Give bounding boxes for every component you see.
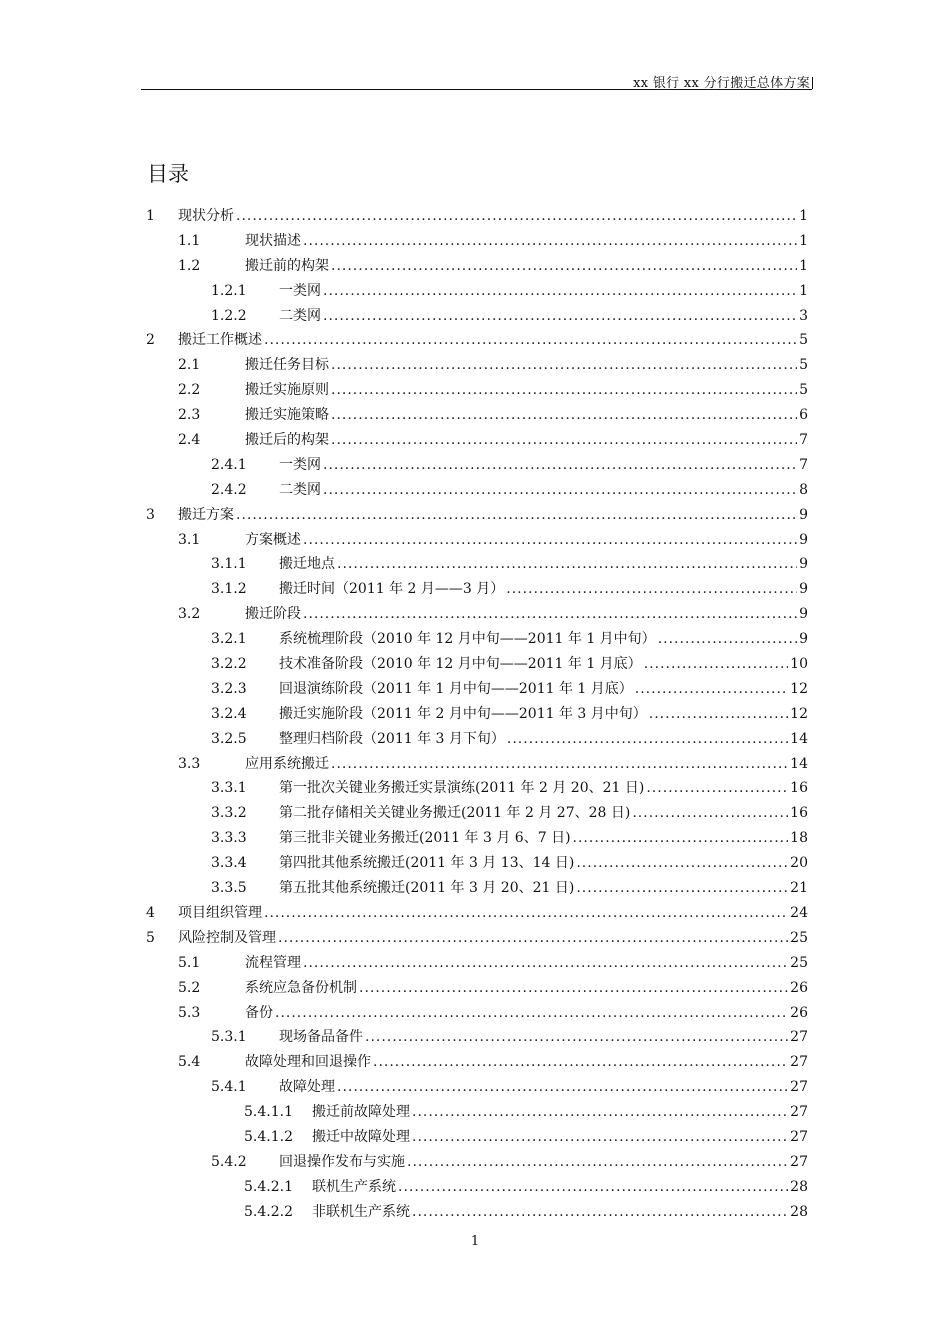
- toc-entry[interactable]: [146, 677, 808, 702]
- toc-entry[interactable]: [146, 602, 808, 627]
- toc-entry-number: 2.4.1: [211, 456, 247, 473]
- toc-dot-leader: [506, 577, 797, 602]
- toc-entry-title: 回退演练阶段（2011 年 1 月中旬——2011 年 1 月底）: [279, 680, 633, 697]
- toc-dot-leader: [323, 304, 797, 329]
- toc-entry-title: 第四批其他系统搬迁(2011 年 3 月 13、14 日): [279, 855, 575, 872]
- toc-entry-number: 5.4.1.1: [244, 1104, 293, 1121]
- toc-entry[interactable]: [146, 951, 808, 976]
- toc-entry[interactable]: [146, 1075, 808, 1100]
- toc-entry-title: 现状描述: [245, 232, 301, 249]
- toc-entry-title: 方案概述: [245, 531, 301, 548]
- toc-dot-leader: [337, 1075, 788, 1100]
- toc-entry[interactable]: [146, 1150, 808, 1175]
- toc-entry-page: 6: [799, 407, 808, 424]
- toc-entry-title: 搬迁中故障处理: [312, 1128, 410, 1145]
- toc-entry-title: 第一批次关键业务搬迁实景演练(2011 年 2 月 20、21 日): [279, 780, 645, 797]
- toc-entry-page: 27: [790, 1054, 808, 1071]
- toc-entry-number: 5: [146, 929, 155, 946]
- toc-entry-page: 10: [790, 656, 808, 673]
- toc-entry-page: 25: [790, 954, 808, 971]
- toc-entry-number: 3.2.3: [211, 680, 247, 697]
- toc-entry-number: 3.1: [178, 531, 201, 548]
- toc-entry-page: 3: [799, 307, 808, 324]
- toc-dot-leader: [323, 279, 797, 304]
- toc-entry-page: 5: [799, 332, 808, 349]
- toc-entry-number: 4: [146, 904, 155, 921]
- toc-entry-title: 搬迁前的构架: [245, 257, 329, 274]
- toc-entry-page: 27: [790, 1029, 808, 1046]
- toc-dot-leader: [507, 727, 788, 752]
- toc-entry-page: 25: [790, 929, 808, 946]
- toc-entry-number: 5.2: [178, 979, 201, 996]
- toc-dot-leader: [275, 1001, 788, 1026]
- toc-entry-page: 28: [790, 1203, 808, 1220]
- toc-entry[interactable]: [146, 851, 808, 876]
- toc-entry-number: 2.4: [178, 432, 201, 449]
- toc-entry-title: 搬迁阶段: [245, 606, 301, 623]
- toc-entry-page: 28: [790, 1178, 808, 1195]
- toc-entry-page: 7: [799, 432, 808, 449]
- toc-entry-title: 二类网: [279, 481, 321, 498]
- toc-entry[interactable]: [146, 702, 808, 727]
- toc-dot-leader: [644, 652, 788, 677]
- toc-entry-page: 26: [790, 1004, 808, 1021]
- toc-entry-title: 搬迁工作概述: [178, 332, 262, 349]
- toc-entry[interactable]: [146, 901, 808, 926]
- toc-dot-leader: [576, 876, 788, 901]
- toc-entry-title: 搬迁方案: [178, 506, 234, 523]
- toc-dot-leader: [576, 851, 788, 876]
- toc-dot-leader: [303, 528, 797, 553]
- toc-entry-page: 16: [790, 805, 808, 822]
- toc-dot-leader: [407, 1150, 788, 1175]
- toc-entry-title: 流程管理: [245, 954, 301, 971]
- toc-dot-leader: [412, 1125, 788, 1150]
- toc-entry[interactable]: [146, 328, 808, 353]
- toc-entry-title: 联机生产系统: [312, 1178, 396, 1195]
- toc-entry[interactable]: [146, 1050, 808, 1075]
- toc-entry-number: 5.4.2.2: [244, 1203, 293, 1220]
- toc-entry-page: 9: [799, 531, 808, 548]
- toc-dot-leader: [323, 453, 797, 478]
- toc-entry-number: 3.3.4: [211, 855, 247, 872]
- toc-entry[interactable]: [146, 577, 808, 602]
- toc-dot-leader: [365, 1025, 788, 1050]
- toc-dot-leader: [337, 552, 797, 577]
- toc-entry-number: 2.3: [178, 407, 201, 424]
- toc-entry-number: 1: [146, 208, 155, 224]
- toc-entry-number: 3: [146, 506, 155, 523]
- toc-entry[interactable]: [146, 254, 808, 279]
- toc-entry[interactable]: [146, 353, 808, 378]
- toc-entry-page: 9: [799, 606, 808, 623]
- toc-dot-leader: [373, 1050, 788, 1075]
- toc-entry-title: 系统梳理阶段（2010 年 12 月中旬——2011 年 1 月中旬）: [279, 631, 656, 648]
- toc-entry-title: 搬迁地点: [279, 556, 335, 573]
- toc-entry-title: 应用系统搬迁: [245, 755, 329, 772]
- toc-entry[interactable]: [146, 528, 808, 553]
- toc-entry[interactable]: [146, 229, 808, 254]
- toc-entry-number: 5.3.1: [211, 1029, 247, 1046]
- toc-entry-page: 9: [799, 506, 808, 523]
- toc-entry-title: 备份: [245, 1004, 273, 1021]
- toc-entry-number: 3.3.5: [211, 880, 247, 897]
- toc-dot-leader: [331, 403, 797, 428]
- toc-entry-page: 20: [790, 855, 808, 872]
- toc-entry-number: 3.3.3: [211, 830, 247, 847]
- toc-entry[interactable]: [146, 1001, 808, 1026]
- toc-entry-number: 2.4.2: [211, 481, 247, 498]
- toc-entry[interactable]: [146, 627, 808, 652]
- toc-entry-page: 1: [799, 282, 808, 299]
- toc-heading: 目录: [147, 162, 189, 186]
- toc-entry[interactable]: [146, 304, 808, 329]
- toc-entry-number: 2.1: [178, 357, 201, 374]
- toc-entry-title: 搬迁实施策略: [245, 407, 329, 424]
- toc-dot-leader: [331, 428, 797, 453]
- toc-entry-page: 5: [799, 382, 808, 399]
- toc-dot-leader: [331, 752, 788, 777]
- toc-entry-page: 1: [799, 232, 808, 249]
- toc-entry-title: 搬迁时间（2011 年 2 月——3 月）: [279, 581, 505, 598]
- toc-entry-title: 搬迁任务目标: [245, 357, 329, 374]
- toc-entry-title: 非联机生产系统: [312, 1203, 410, 1220]
- toc-dot-leader: [649, 702, 788, 727]
- toc-entry[interactable]: [146, 403, 808, 428]
- toc-entry-page: 12: [790, 705, 808, 722]
- toc-entry[interactable]: [146, 1100, 808, 1125]
- toc-entry-number: 3.1.1: [211, 556, 247, 573]
- toc-dot-leader: [646, 776, 788, 801]
- toc-entry-page: 16: [790, 780, 808, 797]
- toc-entry-title: 一类网: [279, 282, 321, 299]
- toc-entry-page: 21: [790, 880, 808, 897]
- toc-entry-title: 项目组织管理: [178, 904, 262, 921]
- toc-entry-page: 14: [790, 755, 808, 772]
- toc-entry-number: 2: [146, 332, 155, 349]
- toc-entry[interactable]: [146, 552, 808, 577]
- toc-entry[interactable]: [146, 1125, 808, 1150]
- running-header: xx 银行 xx 分行搬迁总体方案: [633, 76, 810, 91]
- toc-dot-leader: [658, 627, 797, 652]
- toc-entry-number: 5.4: [178, 1054, 201, 1071]
- toc-entry-title: 整理归档阶段（2011 年 3 月下旬）: [279, 730, 505, 747]
- toc-dot-leader: [573, 826, 789, 851]
- toc-dot-leader: [303, 951, 788, 976]
- toc-entry-number: 1.2.2: [211, 307, 247, 324]
- toc-entry-page: 7: [799, 456, 808, 473]
- toc-entry-page: 27: [790, 1079, 808, 1096]
- toc-entry-title: 搬迁前故障处理: [312, 1104, 410, 1121]
- toc-entry-title: 第二批存储相关关键业务搬迁(2011 年 2 月 27、28 日): [279, 805, 631, 822]
- toc-entry-number: 5.4.2.1: [244, 1178, 293, 1195]
- toc-entry-number: 1.2: [178, 257, 201, 274]
- toc-entry[interactable]: [146, 478, 808, 503]
- toc-entry[interactable]: [146, 204, 808, 229]
- toc-entry-page: 14: [790, 730, 808, 747]
- toc-entry[interactable]: [146, 428, 808, 453]
- toc-entry-page: 9: [799, 631, 808, 648]
- toc-entry[interactable]: [146, 727, 808, 752]
- toc-entry-page: 1: [799, 208, 808, 224]
- toc-entry-number: 5.4.1: [211, 1079, 247, 1096]
- toc-entry[interactable]: [146, 453, 808, 478]
- toc-entry-number: 3.2.1: [211, 631, 247, 648]
- page-number: 1: [470, 1234, 480, 1249]
- toc-dot-leader: [331, 378, 797, 403]
- toc-entry-title: 现状分析: [178, 208, 234, 224]
- toc-dot-leader: [236, 503, 797, 528]
- toc-entry-number: 2.2: [178, 382, 201, 399]
- toc-entry-title: 风险控制及管理: [178, 929, 276, 946]
- toc-entry[interactable]: [146, 1025, 808, 1050]
- toc-entry-number: 3.2: [178, 606, 201, 623]
- toc-entry[interactable]: [146, 279, 808, 304]
- toc-entry[interactable]: [146, 876, 808, 901]
- toc-dot-leader: [331, 254, 797, 279]
- toc-dot-leader: [632, 801, 788, 826]
- toc-entry-page: 18: [790, 830, 808, 847]
- toc-dot-leader: [303, 602, 797, 627]
- toc-entry-number: 5.4.1.2: [244, 1128, 293, 1145]
- toc-entry-title: 搬迁实施原则: [245, 382, 329, 399]
- header-rule: [141, 89, 812, 90]
- toc-entry-title: 故障处理和回退操作: [245, 1054, 371, 1071]
- toc-entry[interactable]: [146, 826, 808, 851]
- toc-entry-title: 搬迁后的构架: [245, 432, 329, 449]
- toc-entry-number: 5.4.2: [211, 1153, 247, 1170]
- toc-entry-title: 技术准备阶段（2010 年 12 月中旬——2011 年 1 月底）: [279, 656, 642, 673]
- toc-dot-leader: [278, 926, 788, 951]
- toc-entry[interactable]: [146, 1175, 808, 1200]
- toc-entry[interactable]: [146, 776, 808, 801]
- toc-entry-page: 12: [790, 680, 808, 697]
- toc-dot-leader: [359, 976, 788, 1001]
- toc-dot-leader: [264, 901, 788, 926]
- toc-entry-page: 5: [799, 357, 808, 374]
- toc-entry-number: 3.1.2: [211, 581, 247, 598]
- toc-entry-title: 搬迁实施阶段（2011 年 2 月中旬——2011 年 3 月中旬）: [279, 705, 647, 722]
- table-of-contents: [146, 204, 808, 1225]
- toc-entry[interactable]: [146, 378, 808, 403]
- toc-entry-page: 8: [799, 481, 808, 498]
- toc-entry[interactable]: [146, 1200, 808, 1225]
- toc-entry-title: 回退操作发布与实施: [279, 1153, 405, 1170]
- toc-entry-title: 第三批非关键业务搬迁(2011 年 3 月 6、7 日): [279, 830, 571, 847]
- toc-dot-leader: [236, 204, 797, 229]
- toc-dot-leader: [323, 478, 797, 503]
- toc-entry[interactable]: [146, 801, 808, 826]
- toc-entry-page: 27: [790, 1104, 808, 1121]
- toc-entry[interactable]: [146, 926, 808, 951]
- toc-entry-number: 1.1: [178, 232, 201, 249]
- toc-dot-leader: [264, 328, 797, 353]
- toc-entry-number: 3.3.2: [211, 805, 247, 822]
- toc-entry-page: 9: [799, 581, 808, 598]
- toc-dot-leader: [635, 677, 788, 702]
- toc-entry-page: 27: [790, 1153, 808, 1170]
- toc-dot-leader: [412, 1200, 788, 1225]
- toc-entry-number: 3.2.4: [211, 705, 247, 722]
- toc-entry-title: 现场备品备件: [279, 1029, 363, 1046]
- toc-dot-leader: [412, 1100, 788, 1125]
- toc-entry-number: 3.2.5: [211, 730, 247, 747]
- toc-entry-title: 第五批其他系统搬迁(2011 年 3 月 20、21 日): [279, 880, 575, 897]
- toc-entry[interactable]: [146, 976, 808, 1001]
- toc-entry-number: 5.3: [178, 1004, 201, 1021]
- header-corner-mark: [812, 77, 813, 89]
- toc-dot-leader: [398, 1175, 788, 1200]
- toc-entry-title: 一类网: [279, 456, 321, 473]
- toc-entry-number: 3.3.1: [211, 780, 247, 797]
- toc-entry[interactable]: [146, 503, 808, 528]
- toc-entry-number: 3.3: [178, 755, 201, 772]
- toc-entry-number: 3.2.2: [211, 656, 247, 673]
- toc-entry-number: 5.1: [178, 954, 201, 971]
- toc-entry-page: 1: [799, 257, 808, 274]
- toc-entry-title: 系统应急备份机制: [245, 979, 357, 996]
- toc-entry-page: 27: [790, 1128, 808, 1145]
- toc-entry-title: 二类网: [279, 307, 321, 324]
- toc-entry-page: 26: [790, 979, 808, 996]
- toc-entry-page: 9: [799, 556, 808, 573]
- toc-entry-page: 24: [790, 904, 808, 921]
- toc-dot-leader: [303, 229, 797, 254]
- toc-entry-number: 1.2.1: [211, 282, 247, 299]
- toc-entry[interactable]: [146, 752, 808, 777]
- toc-dot-leader: [331, 353, 797, 378]
- toc-entry[interactable]: [146, 652, 808, 677]
- toc-entry-title: 故障处理: [279, 1079, 335, 1096]
